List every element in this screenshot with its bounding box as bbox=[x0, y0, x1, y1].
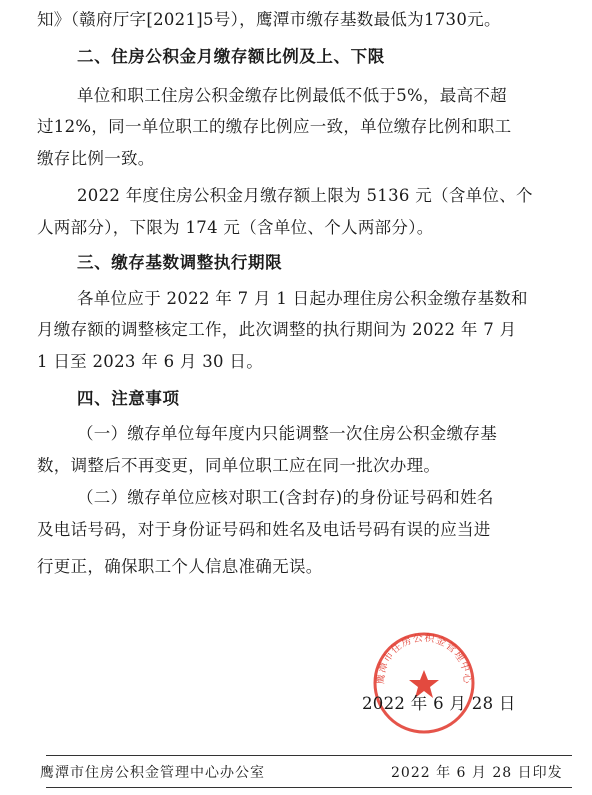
body-line: 各单位应于 2022 年 7 月 1 日起办理住房公积金缴存基数和 bbox=[77, 289, 528, 308]
footer-issuer: 鹰潭市住房公积金管理中心办公室 bbox=[40, 765, 265, 781]
body-line: 单位和职工住房公积金缴存比例最低不低于5%，最高不超 bbox=[77, 86, 507, 105]
body-line: 知》（赣府厅字[2021]5号），鹰潭市缴存基数最低为1730元。 bbox=[37, 10, 501, 29]
body-line: 及电话号码，对于身份证号码和姓名及电话号码有误的应当进 bbox=[37, 520, 491, 539]
signature-date: 2022 年 6 月 28 日 bbox=[362, 694, 516, 713]
body-line: 过12%，同一单位职工的缴存比例应一致，单位缴存比例和职工 bbox=[37, 117, 512, 136]
section-heading-3: 三、缴存基数调整执行期限 bbox=[77, 253, 283, 272]
footer-rule-top bbox=[46, 755, 572, 756]
body-line: （二）缴存单位应核对职工(含封存)的身份证号码和姓名 bbox=[77, 488, 494, 507]
body-line: 1 日至 2023 年 6 月 30 日。 bbox=[37, 352, 263, 371]
body-line: 缴存比例一致。 bbox=[37, 149, 155, 168]
section-heading-2: 二、住房公积金月缴存额比例及上、下限 bbox=[77, 47, 385, 66]
body-line: 月缴存额的调整核定工作，此次调整的执行期间为 2022 年 7 月 bbox=[37, 320, 517, 339]
body-line: 2022 年度住房公积金月缴存额上限为 5136 元（含单位、个 bbox=[77, 186, 533, 205]
footer-rule-bottom bbox=[46, 787, 572, 788]
body-line: 人两部分），下限为 174 元（含单位、个人两部分）。 bbox=[37, 218, 434, 237]
body-line: 数，调整后不再变更，同单位职工应在同一批次办理。 bbox=[37, 456, 441, 475]
footer-print-date: 2022 年 6 月 28 日印发 bbox=[391, 765, 563, 781]
body-line: 行更正，确保职工个人信息准确无误。 bbox=[37, 557, 323, 576]
svg-text:鹰潭市住房公积金管理中心: 鹰潭市住房公积金管理中心 bbox=[375, 632, 473, 685]
official-seal bbox=[371, 630, 477, 736]
section-heading-4: 四、注意事项 bbox=[77, 389, 180, 408]
body-line: （一）缴存单位每年度内只能调整一次住房公积金缴存基 bbox=[77, 424, 497, 443]
